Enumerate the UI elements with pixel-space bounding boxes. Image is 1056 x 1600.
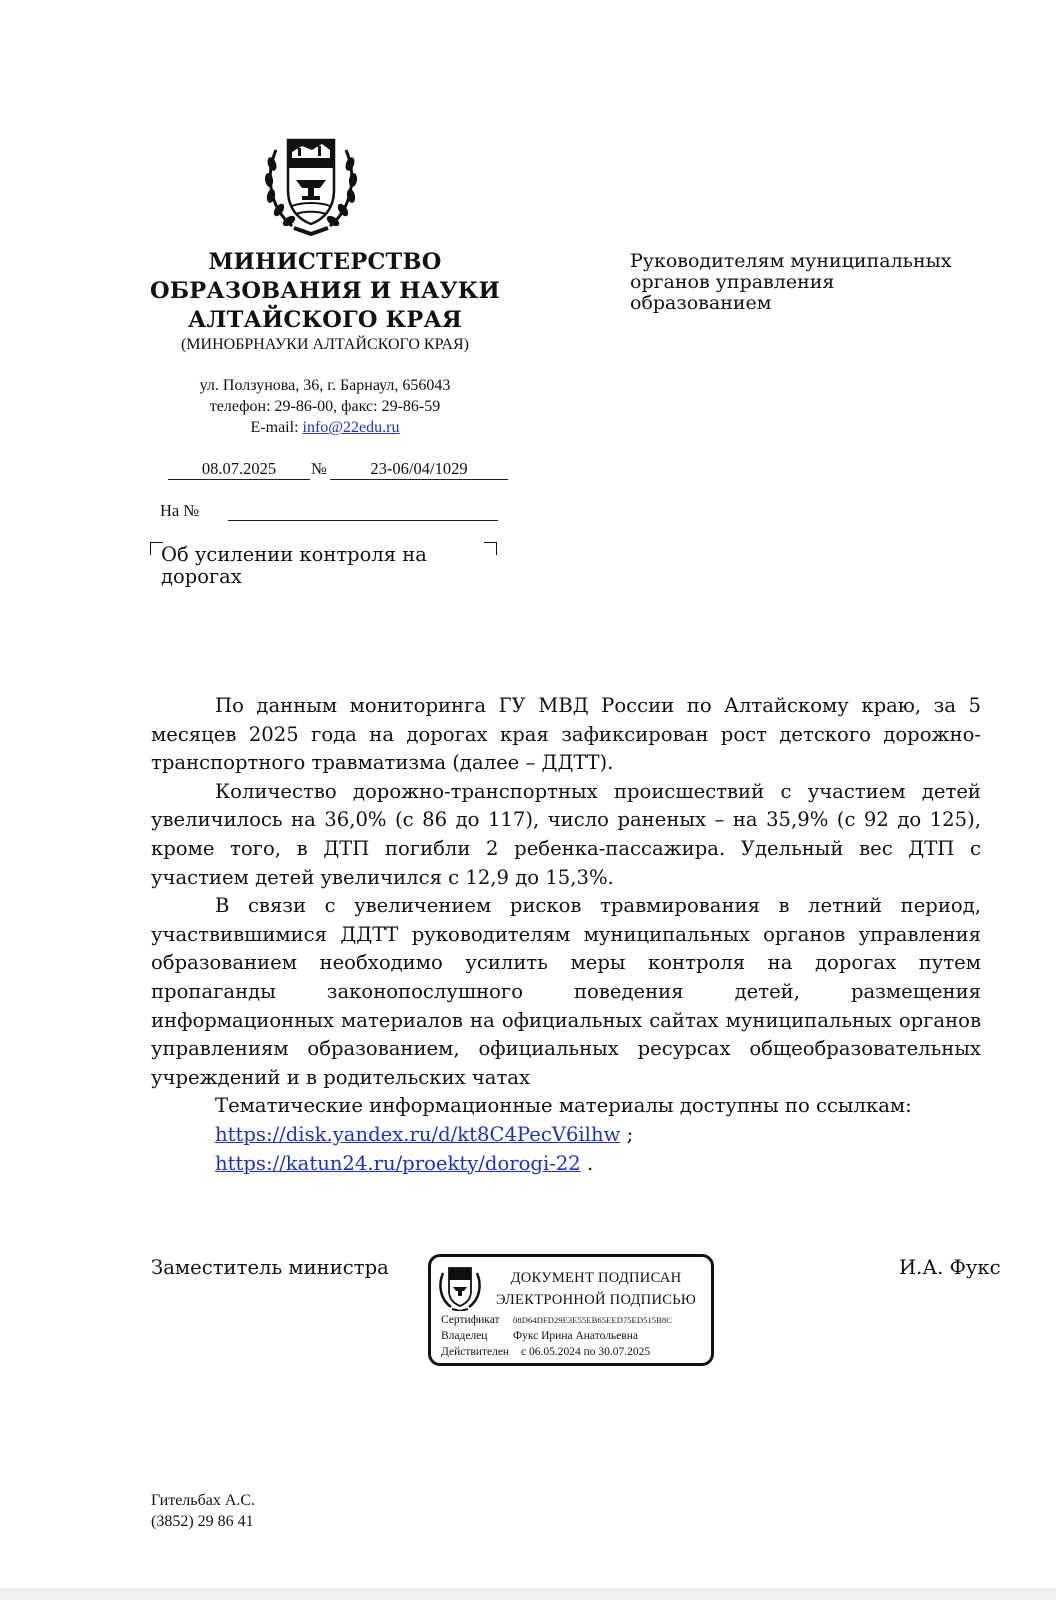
signatory-role: Заместитель министра — [151, 1256, 389, 1279]
stamp-validity-row — [441, 1346, 650, 1358]
email-label: E-mail: — [250, 419, 303, 436]
letter-subject — [161, 544, 491, 588]
page-bottom-edge — [0, 1588, 1056, 1600]
materials-link-katun24[interactable]: https://katun24.ru/proekty/dorogi-22 — [215, 1151, 581, 1175]
link-line — [151, 1121, 981, 1150]
recipient-line: образованием — [630, 292, 772, 314]
signatory-name: И.А. Фукс — [899, 1256, 1001, 1279]
materials-link-yandex-disk[interactable]: https://disk.yandex.ru/d/kt8C4PecV6ilhw — [215, 1122, 621, 1146]
recipient-block — [630, 251, 1010, 314]
stamp-owner-value: Фукс Ирина Анатольевна — [513, 1330, 638, 1342]
ministry-short-name: (МИНОБРНАУКИ АЛТАЙСКОГО КРАЯ) — [180, 336, 470, 353]
ministry-title — [150, 248, 500, 335]
recipient-line: органов управления — [630, 271, 835, 293]
ministry-address: ул. Ползунова, 36, г. Барнаул, 656043 — [199, 377, 451, 394]
reply-to-label: На № — [160, 501, 200, 520]
stamp-owner-label: Владелец — [441, 1330, 488, 1342]
body-paragraph: В связи с увеличением рисков травмирования в летний период, участвившимися ДДТТ руководителям муниципальных органов управления образованием необходимо усилить меры контроля на дорогах путем пропаганды законопослушного поведения детей, размещения информационных материалов на официальных сайтах муниципальных органов управлениям образованием, официальных ресурсах общеобразовательных учреждений и в родительских чатах — [151, 894, 981, 1089]
stamp-title-line: ЭЛЕКТРОННОЙ ПОДПИСЬЮ — [495, 1292, 697, 1308]
executor-block — [151, 1490, 255, 1532]
stamp-certificate-value: 08D64DFD29E3E55EB65EED75ED515B8C — [513, 1315, 673, 1325]
link-suffix: ; — [620, 1122, 634, 1146]
email-link[interactable]: info@22edu.ru — [302, 419, 400, 436]
stamp-title-line: ДОКУМЕНТ ПОДПИСАН — [510, 1270, 682, 1286]
letter-body — [151, 692, 981, 1178]
subject-line: Об усилении контроля на — [161, 543, 427, 566]
reply-to-blank — [228, 520, 498, 521]
executor-name: Гительбах А.С. — [151, 1492, 256, 1509]
body-paragraph: Количество дорожно-транспортных происшествий с участием детей увеличилось на 36,0% (с 86 до 117), число раненых – на 35,9% (с 92 до 125), кроме того, в ДТП погибли 2 ребенка-пассажира. Удельный вес ДТП с участием детей увеличился с 12,9 до 15,3%. — [151, 779, 981, 889]
ministry-title-line: МИНИСТЕРСТВО — [208, 249, 442, 275]
stamp-validity-label: Действителен — [441, 1346, 510, 1358]
body-paragraph: Тематические информационные материалы доступны по ссылкам: — [215, 1094, 912, 1118]
subject-line: дорогах — [161, 565, 242, 588]
ministry-phone: телефон: 29-86-00, факс: 29-86-59 — [209, 398, 441, 415]
link-suffix: . — [580, 1151, 594, 1175]
ministry-title-line: АЛТАЙСКОГО КРАЯ — [187, 307, 463, 333]
stamp-certificate-row — [441, 1314, 672, 1326]
coat-of-arms-emblem — [262, 128, 360, 240]
document-number: 23-06/04/1029 — [330, 459, 508, 480]
document-date: 08.07.2025 — [168, 459, 310, 480]
executor-phone: (3852) 29 86 41 — [151, 1513, 254, 1530]
stamp-title — [485, 1267, 707, 1311]
ministry-title-line: ОБРАЗОВАНИЯ И НАУКИ — [150, 278, 500, 304]
ministry-email-row — [150, 417, 500, 438]
stamp-validity-value: с 06.05.2024 по 30.07.2025 — [521, 1346, 651, 1358]
link-line — [151, 1150, 981, 1179]
body-paragraph: По данным мониторинга ГУ МВД России по Алтайскому краю, за 5 месяцев 2025 года на дорогах края зафиксирован рост детского дорожно-транспортного травматизма (далее – ДДТТ). — [151, 694, 981, 775]
electronic-signature-stamp — [428, 1254, 714, 1366]
recipient-line: Руководителям муниципальных — [630, 250, 952, 272]
stamp-certificate-label: Сертификат — [441, 1314, 500, 1326]
number-sign: № — [311, 459, 327, 478]
stamp-coat-of-arms-icon — [437, 1263, 483, 1311]
stamp-owner-row — [441, 1330, 638, 1342]
